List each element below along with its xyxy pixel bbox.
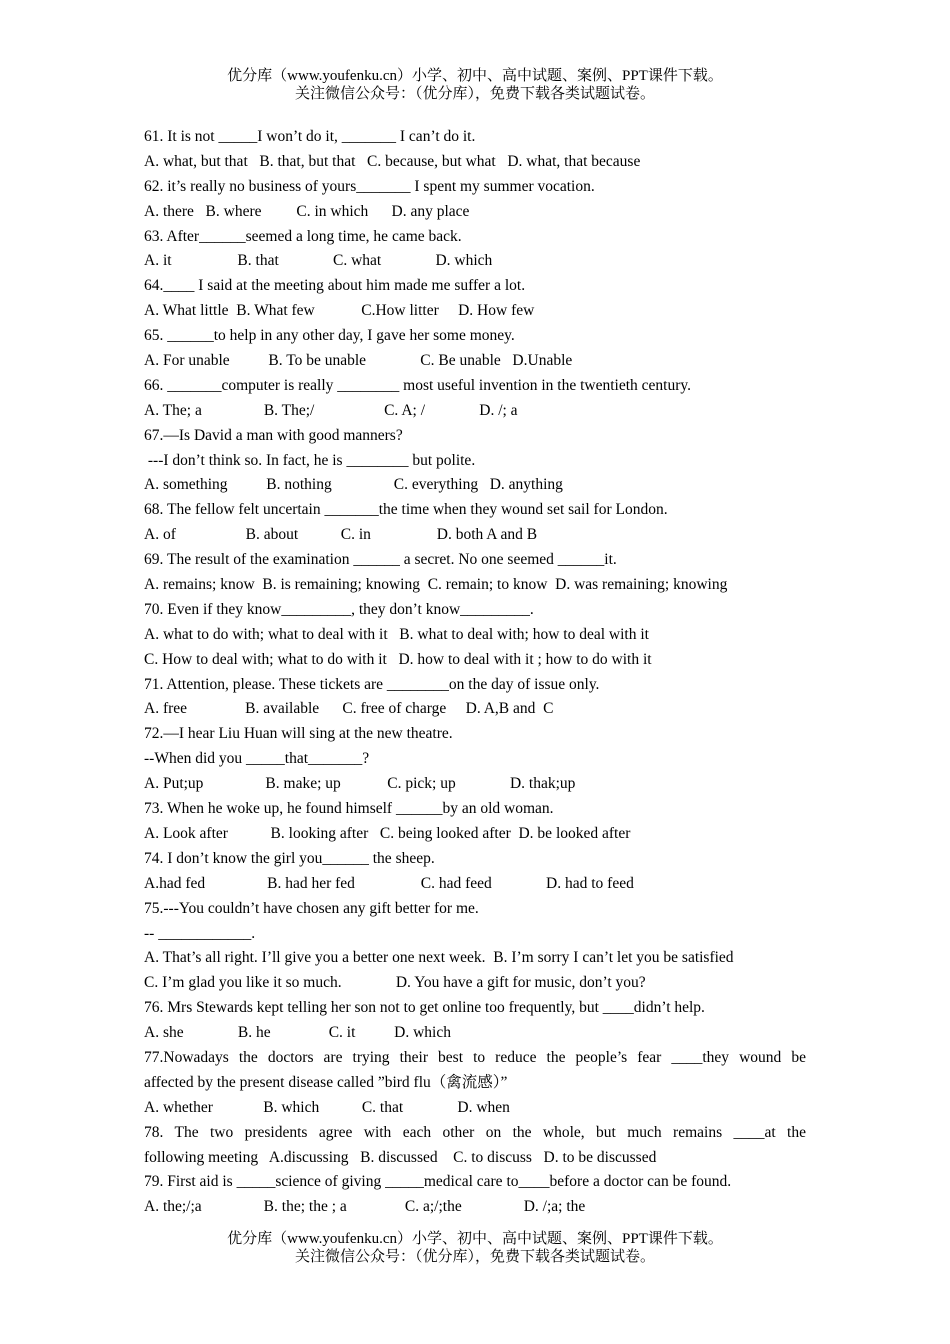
text-line: -- ____________. [144,924,256,942]
answer-options: A. of B. about C. in D. both A and B [144,526,538,544]
answer-options: A. the;/;a B. the; the ; a C. a;/;the D. /;a; the [144,1198,586,1216]
answer-options: A. For unable B. To be unable C. Be unable D.Unable [144,352,573,370]
answer-options: C. I’m glad you like it so much. D. You have a gift for music, don’t you? [144,974,646,992]
question-stem: 70. Even if they know_________, they don’t know_________. [144,600,534,618]
question-stem: 67.—Is David a man with good manners? [144,426,403,444]
question-stem: 73. When he woke up, he found himself ______by an old woman. [144,800,554,818]
header-line-2: 关注微信公众号：（优分库），免费下载各类试题试卷。 [294,86,655,102]
text-line: affected by the present disease called ”bird flu（禽流感）” [144,1073,508,1091]
answer-options: A. Look after B. looking after C. being looked after D. be looked after [144,824,631,842]
text-line: following meeting A.discussing B. discussed C. to discuss D. to be discussed [144,1148,657,1166]
header-line-1: 优分库（www.youfenku.cn）小学、初中、高中试题、案例、PPT课件下载。 [227,68,723,84]
answer-options: A. free B. available C. free of charge D. A,B and C [144,700,554,718]
question-stem: 77.Nowadays the doctors are trying their best to reduce the people’s fear ____they wound be [144,1048,806,1066]
answer-options: A. what, but that B. that, but that C. because, but what D. what, that because [144,152,641,170]
question-stem: 75.---You couldn’t have chosen any gift better for me. [144,899,479,917]
question-stem: 79. First aid is _____science of giving _____medical care to____before a doctor can be found. [144,1173,732,1191]
answer-options: A. The; a B. The;/ C. A; / D. /; a [144,401,518,419]
question-stem: 64.____ I said at the meeting about him made me suffer a lot. [144,277,526,295]
question-stem: 72.—I hear Liu Huan will sing at the new theatre. [144,725,453,743]
question-stem: 78. The two presidents agree with each other on the whole, but much remains ____at the [144,1123,806,1141]
answer-options: C. How to deal with; what to do with it D. how to deal with it ; how to do with it [144,650,652,668]
answer-options: A. there B. where C. in which D. any place [144,202,470,220]
page-footer [0,1230,950,1266]
footer-line-1: 优分库（www.youfenku.cn）小学、初中、高中试题、案例、PPT课件下载。 [227,1231,723,1247]
question-stem: 61. It is not _____I won’t do it, _______ I can’t do it. [144,128,476,145]
question-stem: 66. _______computer is really ________ most useful invention in the twentieth century. [144,376,691,394]
answer-options: A. remains; know B. is remaining; knowing C. remain; to know D. was remaining; knowing [144,576,728,594]
answer-options: A. she B. he C. it D. which [144,1024,451,1042]
question-stem: 69. The result of the examination ______ a secret. No one seemed ______it. [144,551,617,569]
answer-options: A. That’s all right. I’ll give you a better one next week. B. I’m sorry I can’t let you be satisfied [144,949,734,967]
answer-options: A. Put;up B. make; up C. pick; up D. thak;up [144,775,576,793]
question-stem: 65. ______to help in any other day, I gave her some money. [144,327,515,345]
answer-options: A. What little B. What few C.How litter D. How few [144,302,535,320]
question-stem: 68. The fellow felt uncertain _______the time when they wound set sail for London. [144,501,668,519]
answer-options: A.had fed B. had her fed C. had feed D. had to feed [144,874,634,892]
text-line: --When did you _____that_______? [144,750,370,768]
answer-options: A. it B. that C. what D. which [144,252,493,270]
question-stem: 63. After______seemed a long time, he came back. [144,227,462,245]
footer-line-2: 关注微信公众号：（优分库），免费下载各类试题试卷。 [294,1249,655,1265]
question-stem: 62. it’s really no business of yours_______ I spent my summer vocation. [144,177,595,195]
answer-options: A. something B. nothing C. everything D. anything [144,476,563,494]
exam-questions [144,125,806,1220]
answer-options: A. what to do with; what to deal with it B. what to deal with; how to deal with it [144,625,649,643]
page-header [0,67,950,103]
answer-options: A. whether B. which C. that D. when [144,1098,510,1116]
question-stem: 76. Mrs Stewards kept telling her son not to get online too frequently, but ____didn’t help. [144,999,705,1017]
question-stem: 74. I don’t know the girl you______ the sheep. [144,849,435,867]
question-stem: 71. Attention, please. These tickets are ________on the day of issue only. [144,675,600,693]
text-line: ---I don’t think so. In fact, he is ________ but polite. [144,451,476,469]
